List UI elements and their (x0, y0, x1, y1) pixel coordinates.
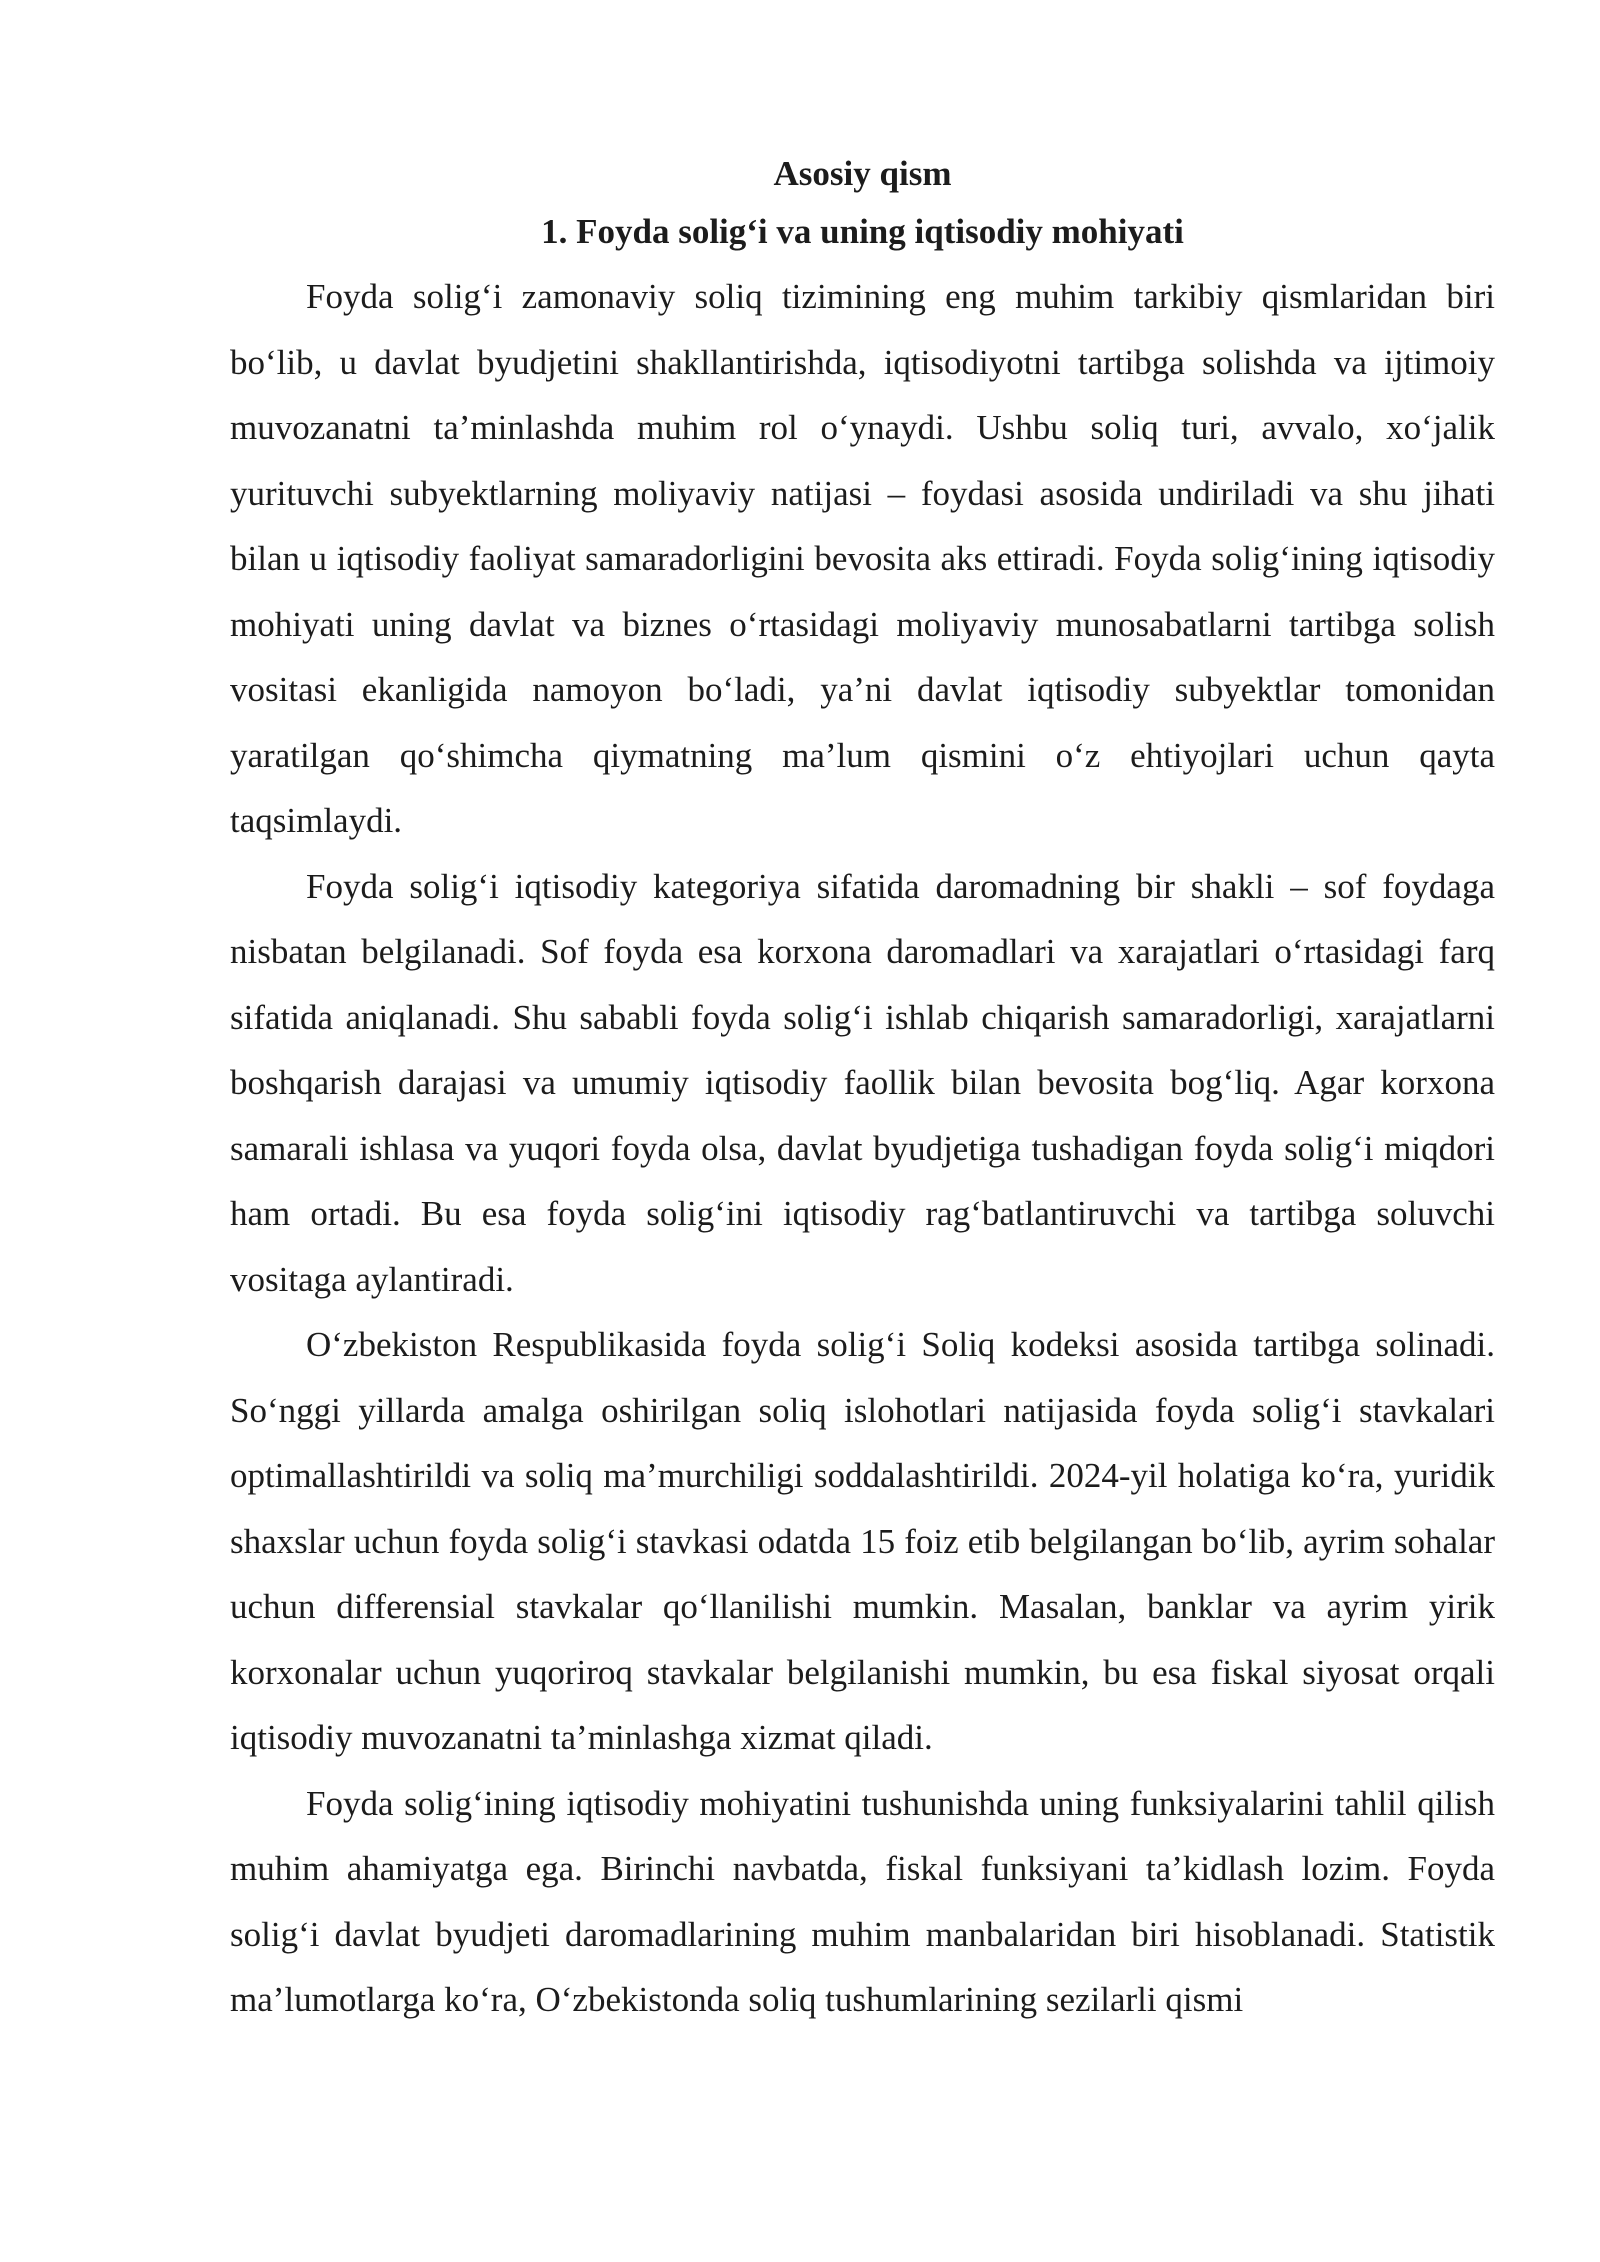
document-page (230, 145, 1495, 2033)
paragraph-2: Foyda solig‘i iqtisodiy kategoriya sifatida daromadning bir shakli – sof foydaga nisbatan belgilanadi. Sof foyda esa korxona daromadlari va xarajatlari o‘rtasidagi farq sifatida aniqlanadi. Shu sababli foyda solig‘i ishlab chiqarish samaradorligi, xarajatlarni boshqarish darajasi va umumiy iqtisodiy faollik bilan bevosita bog‘liq. Agar korxona samarali ishlasa va yuqori foyda olsa, davlat byudjetiga tushadigan foyda solig‘i miqdori ham ortadi. Bu esa foyda solig‘ini iqtisodiy rag‘batlantiruvchi va tartibga soluvchi vositaga aylantiradi. (230, 866, 1495, 1299)
paragraph-3: O‘zbekiston Respublikasida foyda solig‘i Soliq kodeksi asosida tartibga solinadi. So‘nggi yillarda amalga oshirilgan soliq islohotlari natijasida foyda solig‘i stavkalari optimallashtirildi va soliq ma’murchiligi soddalashtirildi. 2024-yil holatiga ko‘ra, yuridik shaxslar uchun foyda solig‘i stavkasi odatda 15 foiz etib belgilangan bo‘lib, ayrim sohalar uchun differensial stavkalar qo‘llanilishi mumkin. Masalan, banklar va ayrim yirik korxonalar uchun yuqoriroq stavkalar belgilanishi mumkin, bu esa fiskal siyosat orqali iqtisodiy muvozanatni ta’minlashga xizmat qiladi. (230, 1325, 1495, 1757)
paragraph-4: Foyda solig‘ining iqtisodiy mohiyatini tushunishda uning funksiyalarini tahlil qilish muhim ahamiyatga ega. Birinchi navbatda, fiskal funksiyani ta’kidlash lozim. Foyda solig‘i davlat byudjeti daromadlarining muhim manbalaridan biri hisoblanadi. Statistik ma’lumotlarga ko‘ra, O‘zbekistonda soliq tushumlarining sezilarli qismi (230, 1783, 1495, 2019)
paragraph-1: Foyda solig‘i zamonaviy soliq tizimining eng muhim tarkibiy qismlaridan biri bo‘lib, u davlat byudjetini shakllantirishda, iqtisodiyotni tartibga solishda va ijtimoiy muvozanatni ta’minlashda muhim rol o‘ynaydi. Ushbu soliq turi, avvalo, xo‘jalik yurituvchi subyektlarning moliyaviy natijasi – foydasi asosida undiriladi va shu jihati bilan u iqtisodiy faoliyat samaradorligini bevosita aks ettiradi. Foyda solig‘ining iqtisodiy mohiyati uning davlat va biznes o‘rtasidagi moliyaviy munosabatlarni tartibga solish vositasi ekanligida namoyon bo‘ladi, ya’ni davlat iqtisodiy subyektlar tomonidan yaratilgan qo‘shimcha qiymatning ma’lum qismini o‘z ehtiyojlari uchun qayta taqsimlaydi. (230, 277, 1495, 840)
document-title: Asosiy qism (773, 154, 952, 193)
section-heading: 1. Foyda solig‘i va uning iqtisodiy mohiyati (541, 212, 1184, 251)
